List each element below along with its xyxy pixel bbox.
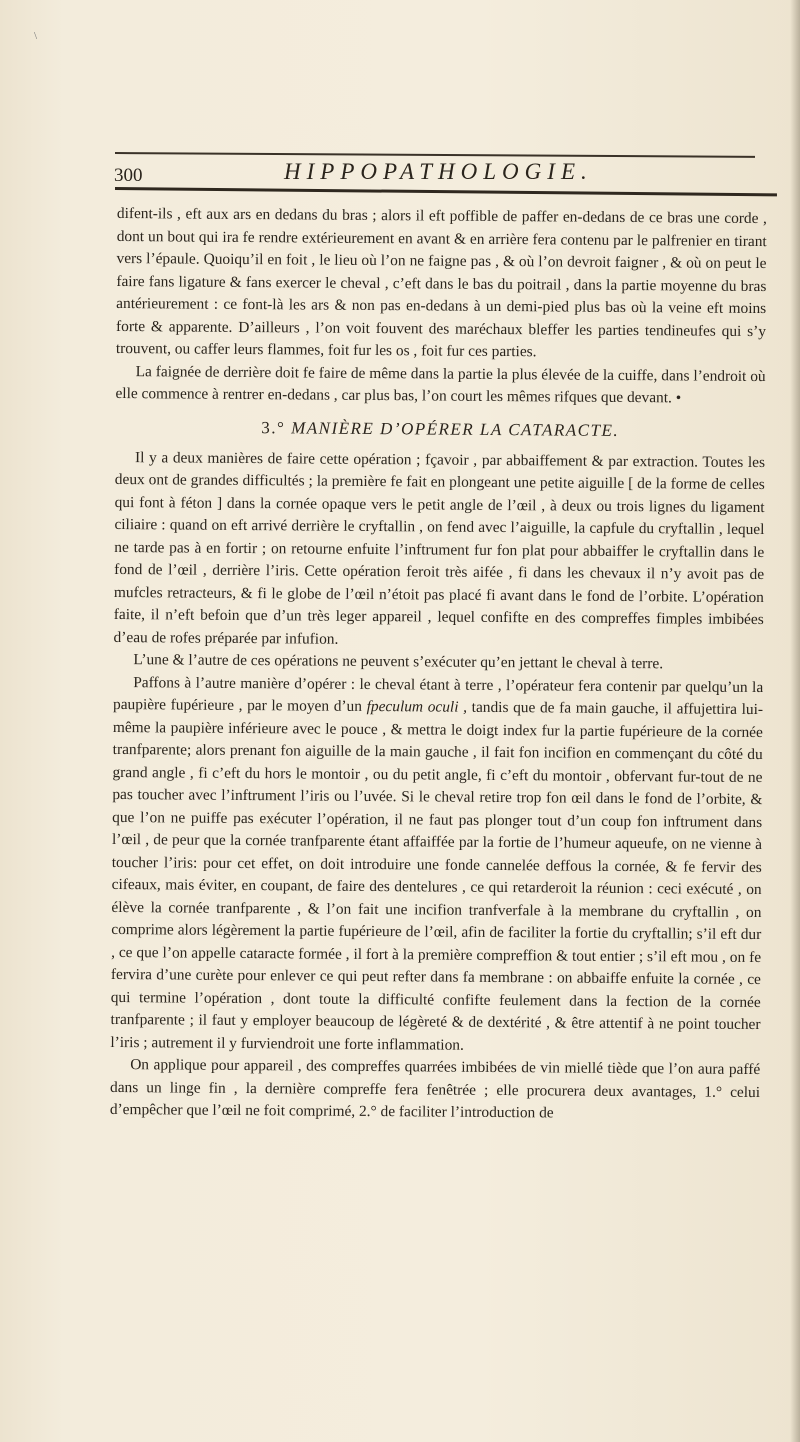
section-title: MANIÈRE D’OPÉRER LA CATARACTE. [291,417,620,440]
running-title: HIPPOPATHOLOGIE. [284,159,593,184]
header-rule-bottom [115,187,777,196]
paragraph-text: tandis que de fa main gauche, il affujettira lui-même la paupière inférieure avec le pouce , & mettra le doigt index fur la partie fupérieure de la cornée tranfparente; alors prenant fon aiguille de la main gauche , il fait fon incifion en commençant du côté du grand angle , fi c’eft du hors le montoir , ou du petit angle, fi c’eft du montoir , obfervant fur-tout de ne pas toucher avec l’inftrument l’iris ou l’uvée. Si le cheval retire trop fon œil dans le fond de l’orbite, & que l’on ne puiffe pas exécuter l’opération, il ne faut pas plonger tout d’un coup fon inftrument dans l’œil , de peur que la cornée tranfparente étant affaiffée par la fortie de l’humeur aqueufe, on ne vienne à toucher l’iris: pour cet effet, on doit introduire une fonde cannelée deffous la cornée, & fe fervir des cifeaux, mais éviter, en coupant, de faire des dentelures , ce qui retarderoit la réunion : ceci exécuté , on élève la cornée tranfparente , & l’on fait une incifion tranfverfale à la membrane du cryftallin , on comprime alors légèrement la partie fupérieure de l’œil, afin de faciliter la fortie du cryftallin; s’il eft dur , ce que l’on appelle cataracte formée , il fort à la première compreffion & tout entier ; s’il eft mou , on fe fervira d’une curète pour enlever ce qui peut refter dans fa membrane : on abbaiffe enfuite la cornée , ce qui termine l’opération , dont toute la difficulté confifte feulement dans la fection de la cornée tranfparente ; il faut y employer beaucoup de légèreté & de dextérité , & être attentif à ne point toucher l’iris ; autrement il y furviendroit une forte inflammation. [110,698,764,1054]
body-text [110,203,767,1127]
paragraph [110,671,763,1059]
section-number: 3.° [261,417,286,437]
section-heading [115,414,765,443]
paragraph: L’une & l’autre de ces opérations ne peuvent s’exécuter qu’en jettant le cheval à terre. [133,651,664,673]
latin-term: fpeculum oculi , [366,697,468,716]
header-rule-top [115,152,755,158]
paragraph: difent-ils , eft aux ars en dedans du bras ; alors il eft poffible de paffer en-dedans de ce bras une corde , dont un bout qui ira fe rendre extérieurement en avant & en arrière fera contenu par le palfrenier en tirant vers l’épaule. Quoiqu’il en foit , le lieu où l’on ne faigne pas , & où l’on devroit faigner , & où on peut le faire fans ligature & fans exercer le cheval , c’eft dans le bas du poitrail , dans la partie moyenne du bras antérieurement : ce font-là les ars & non pas en-dedans à un demi-pied plus bas où la veine eft moins forte & apparente. D’ailleurs , l’on voit fouvent des maréchaux bleffer les parties tendineufes qui s’y trouvent, ou caffer leurs flammes, foit fur les os , foit fur ces parties. [115,204,767,361]
stray-mark: \ [34,30,38,42]
paragraph: La faignée de derrière doit fe faire de même dans la partie la plus élevée de la cuiffe, dans l’endroit où elle commence à rentrer en-dedans , car plus bas, l’on court les mêmes rifques que devant. • [115,362,766,407]
page-number: 300 [114,165,143,186]
paragraph: Il y a deux manières de faire cette opération ; fçavoir , par abbaiffement & par extraction. Toutes les deux ont de grandes difficultés ; la première fe fait en plongeant une petite aiguille [ de la forme de celles qui font à féton ] dans la cornée opaque vers le petit angle de l’œil , à deux ou trois lignes du ligament ciliaire : quand on eft arrivé derrière le cryftallin , on fend avec l’aiguille, la capfule du cryftallin , lequel ne tarde pas à en fortir ; on retourne enfuite l’inftrument fur fon plat pour abbaiffer le cryftallin dans le fond de l’œil , derrière l’iris. Cette opération feroit très aifée , fi dans les chevaux il n’y avoit pas de mufcles retracteurs, & fi le globe de l’œil n’étoit pas placé fi avant dans le fond de l’orbite. L’opération faite, il n’eft befoin que d’un très leger appareil , lequel confifte en des compreffes fimples imbibées d’eau de rofes préparée par infufion. [113,448,766,648]
paragraph-text: Paffons à l’autre manière d’opérer : le cheval étant à terre , l’opérateur fera contenir par quelqu’un la paupière fupérieure , par le moyen d’un [112,673,764,715]
paragraph: On applique pour appareil , des compreffes quarrées imbibées de vin miellé tiède que l’on aura paffé dans un linge fin , la dernière compreffe fera fenêtrée ; elle procurera deux avantages, 1.° celui d’empêcher que l’œil ne foit comprimé, 2.° de faciliter l’introduction de [109,1056,761,1122]
page-edge-shadow [790,0,800,1442]
